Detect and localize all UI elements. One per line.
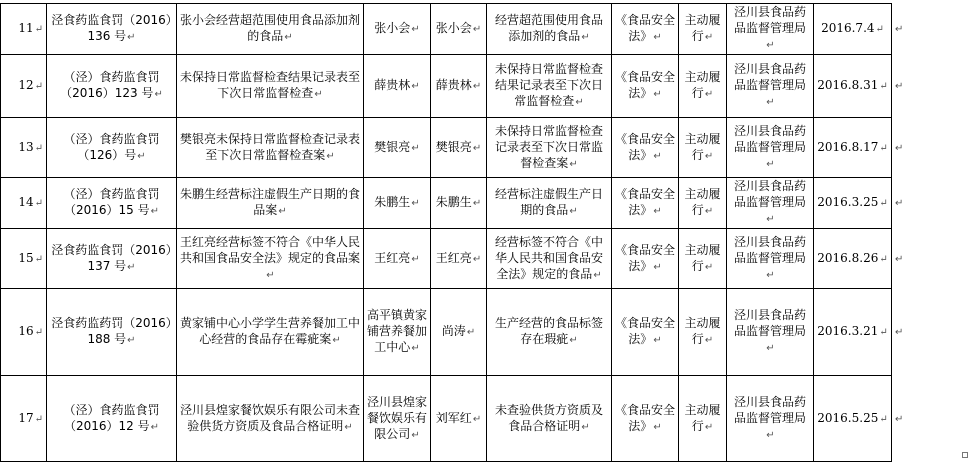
document-number: （泾）食药监食罚（2016）15 号 <box>63 187 160 217</box>
paragraph-mark: ↵ <box>766 343 775 354</box>
penalized-party-cell <box>364 178 431 229</box>
table-row <box>1 229 968 289</box>
penalty-date: 2016.8.26 <box>817 250 879 265</box>
paragraph-mark: ↵ <box>653 421 662 433</box>
row-end-mark-cell <box>892 376 968 462</box>
case-name: 张小会经营超范围使用食品添加剂的食品 <box>180 13 361 43</box>
paragraph-mark: ↵ <box>411 198 420 209</box>
penalty-date-cell <box>814 55 892 118</box>
penalized-party: 泾川县煌家餐饮娱乐有限公司 <box>367 394 428 441</box>
row-number-cell <box>1 376 47 462</box>
violation-fact: 未查验供货方资质及食品合格证明 <box>494 402 603 433</box>
legal-basis: 《食品安全法》 <box>615 70 676 100</box>
paragraph-mark: ↵ <box>34 253 43 265</box>
paragraph-mark: ↵ <box>704 89 714 100</box>
legal-basis-cell <box>612 55 679 118</box>
paragraph-mark: ↵ <box>704 150 714 162</box>
document-number: （泾）食药监食罚（2016）12 号 <box>63 402 160 433</box>
penalty-table <box>0 3 968 462</box>
table-row <box>1 55 968 118</box>
violation-fact: 经营标注虚假生产日期的食品 <box>494 187 603 217</box>
row-number-cell <box>1 178 47 229</box>
row-number: 15 <box>18 250 34 265</box>
violation-fact: 未保持日常监督检查记录表至下次日常监督检查案 <box>494 123 603 170</box>
paragraph-mark: ↵ <box>704 421 714 433</box>
paragraph-mark: ↵ <box>653 261 662 273</box>
execution-mode-cell <box>679 4 727 55</box>
paragraph-mark: ↵ <box>34 142 43 154</box>
violation-fact-cell <box>487 118 612 178</box>
case-name: 樊银亮未保持日常监督检查记录表至下次日常监督检查案 <box>180 131 361 162</box>
document-number-cell <box>47 229 177 289</box>
paragraph-mark: ↵ <box>411 429 420 441</box>
paragraph-mark: ↵ <box>411 24 420 35</box>
penalized-party: 张小会 <box>374 21 411 35</box>
penalty-authority-cell <box>727 118 814 178</box>
penalty-date-cell <box>814 376 892 462</box>
table-row <box>1 376 968 462</box>
row-number-cell <box>1 4 47 55</box>
case-name-cell <box>177 289 364 376</box>
table-row <box>1 4 968 55</box>
document-number-cell <box>47 178 177 229</box>
paragraph-mark: ↵ <box>704 206 714 217</box>
execution-mode: 主动履行 <box>684 131 721 162</box>
execution-mode: 主动履行 <box>684 70 721 100</box>
penalty-authority: 泾川县食品药品监督管理局 <box>733 308 806 338</box>
paragraph-mark: ↵ <box>472 81 482 92</box>
document-number: （泾）食药监食罚（2016）123 号 <box>60 70 160 100</box>
paragraph-mark: ↵ <box>34 24 43 35</box>
paragraph-mark: ↵ <box>879 198 888 209</box>
legal-representative-cell <box>431 4 487 55</box>
paragraph-mark: ↵ <box>472 413 482 425</box>
penalized-party-cell <box>364 118 431 178</box>
legal-basis: 《食品安全法》 <box>615 13 676 43</box>
execution-mode-cell <box>679 55 727 118</box>
row-number: 14 <box>18 195 34 209</box>
paragraph-mark: ↵ <box>879 81 888 92</box>
legal-representative-cell <box>431 376 487 462</box>
execution-mode: 主动履行 <box>684 187 721 217</box>
paragraph-mark: ↵ <box>879 327 888 338</box>
paragraph-mark: ↵ <box>472 198 482 209</box>
row-number-cell <box>1 289 47 376</box>
penalty-date: 2016.5.25 <box>817 410 879 425</box>
legal-basis-cell <box>612 376 679 462</box>
penalty-authority: 泾川县食品药品监督管理局 <box>733 234 806 265</box>
penalized-party: 高平镇黄家铺营养餐加工中心 <box>367 308 428 354</box>
paragraph-mark: ↵ <box>127 32 136 43</box>
paragraph-mark: ↵ <box>150 421 159 433</box>
row-end-mark: ↵ <box>895 413 904 425</box>
paragraph-mark: ↵ <box>344 421 353 433</box>
penalty-date-cell <box>814 178 892 229</box>
paragraph-mark: ↵ <box>411 142 420 154</box>
document-number-cell <box>47 376 177 462</box>
document-number: 泾食药监药罚（2016）188 号 <box>51 316 172 346</box>
violation-fact: 经营标签不符合《中华人民共和国食品安全法》规定的食品 <box>494 234 603 281</box>
paragraph-mark: ↵ <box>411 253 420 265</box>
legal-basis: 《食品安全法》 <box>615 131 676 162</box>
paragraph-mark: ↵ <box>154 89 163 100</box>
case-name: 黄家铺中心小学学生营养餐加工中心经营的食品存在霉疵案 <box>180 316 361 346</box>
row-end-mark: ↵ <box>895 81 904 92</box>
penalty-authority-cell <box>727 4 814 55</box>
execution-mode: 主动履行 <box>684 13 721 43</box>
execution-mode-cell <box>679 376 727 462</box>
paragraph-mark: ↵ <box>466 327 476 338</box>
paragraph-mark: ↵ <box>472 24 482 35</box>
penalty-authority-cell <box>727 55 814 118</box>
row-end-mark: ↵ <box>895 24 904 35</box>
execution-mode-cell <box>679 118 727 178</box>
table-body <box>1 4 968 462</box>
paragraph-mark: ↵ <box>411 343 420 354</box>
penalty-authority: 泾川县食品药品监督管理局 <box>733 123 806 154</box>
legal-representative-cell <box>431 229 487 289</box>
case-name: 未保持日常监督检查结果记录表至下次日常监督检查 <box>180 70 361 100</box>
document-number-cell <box>47 55 177 118</box>
penalized-party-cell <box>364 289 431 376</box>
execution-mode-cell <box>679 178 727 229</box>
paragraph-mark: ↵ <box>875 24 884 35</box>
penalty-date: 2016.3.21 <box>817 324 879 338</box>
penalty-authority-cell <box>727 289 814 376</box>
paragraph-mark: ↵ <box>581 32 590 43</box>
legal-representative: 张小会 <box>435 21 472 35</box>
row-end-mark: ↵ <box>895 253 904 265</box>
paragraph-mark: ↵ <box>653 32 662 43</box>
case-name-cell <box>177 376 364 462</box>
paragraph-mark: ↵ <box>34 81 43 92</box>
row-end-mark-cell <box>892 178 968 229</box>
row-end-mark: ↵ <box>895 327 904 338</box>
legal-representative: 薛贵林 <box>435 78 472 92</box>
paragraph-mark: ↵ <box>704 32 714 43</box>
legal-representative-cell <box>431 289 487 376</box>
penalty-authority: 泾川县食品药品监督管理局 <box>733 5 806 35</box>
document-number: （泾）食药监食罚（126）号 <box>63 131 160 162</box>
penalty-date-cell <box>814 118 892 178</box>
execution-mode-cell <box>679 289 727 376</box>
paragraph-mark: ↵ <box>284 32 293 43</box>
penalty-authority-cell <box>727 376 814 462</box>
penalty-date: 2016.8.17 <box>817 139 879 154</box>
legal-representative-cell <box>431 118 487 178</box>
row-end-mark-cell <box>892 55 968 118</box>
paragraph-mark: ↵ <box>879 142 888 154</box>
row-number: 17 <box>18 410 34 425</box>
paragraph-mark: ↵ <box>326 150 335 162</box>
penalty-date: 2016.3.25 <box>817 195 879 209</box>
paragraph-mark: ↵ <box>137 150 146 162</box>
paragraph-mark: ↵ <box>879 253 888 265</box>
violation-fact: 经营超范围使用食品添加剂的食品 <box>494 13 603 43</box>
paragraph-mark: ↵ <box>34 413 43 425</box>
row-number-cell <box>1 229 47 289</box>
penalized-party-cell <box>364 55 431 118</box>
violation-fact: 生产经营的食品标签存在瑕疵 <box>494 316 603 346</box>
execution-mode: 主动履行 <box>684 316 721 346</box>
paragraph-mark: ↵ <box>593 269 602 281</box>
row-number: 11 <box>18 21 34 35</box>
row-end-mark: ↵ <box>895 142 904 154</box>
paragraph-mark: ↵ <box>266 269 275 281</box>
row-number-cell <box>1 55 47 118</box>
row-number: 12 <box>18 78 34 92</box>
paragraph-mark: ↵ <box>704 261 714 273</box>
legal-basis: 《食品安全法》 <box>615 187 676 217</box>
violation-fact-cell <box>487 229 612 289</box>
legal-basis-cell <box>612 229 679 289</box>
table-row <box>1 178 968 229</box>
case-name: 朱鹏生经营标注虚假生产日期的食品案 <box>180 187 361 217</box>
penalized-party: 薛贵林 <box>374 78 411 92</box>
case-name-cell <box>177 229 364 289</box>
legal-basis-cell <box>612 4 679 55</box>
execution-mode-cell <box>679 229 727 289</box>
case-name-cell <box>177 4 364 55</box>
row-end-mark-cell <box>892 4 968 55</box>
paragraph-mark: ↵ <box>575 97 584 108</box>
violation-fact-cell <box>487 55 612 118</box>
violation-fact-cell <box>487 289 612 376</box>
penalty-date: 2016.8.31 <box>817 78 879 92</box>
paragraph-mark: ↵ <box>569 335 578 346</box>
paragraph-mark: ↵ <box>653 150 662 162</box>
case-name-cell <box>177 55 364 118</box>
penalty-date-cell <box>814 4 892 55</box>
penalized-party: 樊银亮 <box>374 139 411 154</box>
penalty-authority: 泾川县食品药品监督管理局 <box>733 394 806 425</box>
paragraph-mark: ↵ <box>653 206 662 217</box>
document-number-cell <box>47 289 177 376</box>
paragraph-mark: ↵ <box>34 327 43 338</box>
penalty-authority: 泾川县食品药品监督管理局 <box>733 179 806 209</box>
penalty-date-cell <box>814 289 892 376</box>
paragraph-mark: ↵ <box>278 206 287 217</box>
legal-representative: 朱鹏生 <box>435 195 472 209</box>
paragraph-mark: ↵ <box>569 206 578 217</box>
paragraph-mark: ↵ <box>766 269 775 281</box>
paragraph-mark: ↵ <box>127 261 136 273</box>
violation-fact-cell <box>487 178 612 229</box>
paragraph-mark: ↵ <box>472 142 482 154</box>
paragraph-mark: ↵ <box>653 335 662 346</box>
penalized-party: 王红亮 <box>374 250 411 265</box>
violation-fact-cell <box>487 4 612 55</box>
legal-basis-cell <box>612 289 679 376</box>
penalized-party-cell <box>364 376 431 462</box>
case-name: 泾川县煌家餐饮娱乐有限公司未查验供货方资质及食品合格证明 <box>180 402 361 433</box>
paragraph-mark: ↵ <box>766 40 775 51</box>
violation-fact-cell <box>487 376 612 462</box>
penalty-authority-cell <box>727 178 814 229</box>
paragraph-mark: ↵ <box>581 421 590 433</box>
legal-basis-cell <box>612 118 679 178</box>
legal-basis-cell <box>612 178 679 229</box>
row-end-mark-cell <box>892 118 968 178</box>
paragraph-mark: ↵ <box>569 158 578 170</box>
legal-representative: 王红亮 <box>435 250 472 265</box>
penalty-date-cell <box>814 229 892 289</box>
legal-representative-cell <box>431 55 487 118</box>
penalty-authority-cell <box>727 229 814 289</box>
row-number: 16 <box>18 324 34 338</box>
paragraph-mark: ↵ <box>332 335 341 346</box>
paragraph-mark: ↵ <box>127 335 136 346</box>
penalized-party: 朱鹏生 <box>374 195 411 209</box>
paragraph-mark: ↵ <box>314 89 323 100</box>
paragraph-mark: ↵ <box>653 89 662 100</box>
penalized-party-cell <box>364 4 431 55</box>
legal-basis: 《食品安全法》 <box>615 316 676 346</box>
case-name-cell <box>177 118 364 178</box>
table-row <box>1 118 968 178</box>
paragraph-mark: ↵ <box>766 214 775 225</box>
paragraph-mark: ↵ <box>704 335 714 346</box>
paragraph-mark: ↵ <box>34 198 43 209</box>
legal-representative: 刘军红 <box>435 410 472 425</box>
row-end-mark-cell <box>892 229 968 289</box>
penalty-authority: 泾川县食品药品监督管理局 <box>733 62 806 92</box>
row-end-mark-cell <box>892 289 968 376</box>
case-name: 王红亮经营标签不符合《中华人民共和国食品安全法》规定的食品案 <box>180 234 361 265</box>
paragraph-mark: ↵ <box>766 158 775 170</box>
paragraph-mark: ↵ <box>150 206 159 217</box>
paragraph-mark: ↵ <box>766 97 775 108</box>
paragraph-mark: ↵ <box>766 429 775 441</box>
legal-representative: 樊银亮 <box>435 139 472 154</box>
document-number-cell <box>47 118 177 178</box>
row-end-mark: ↵ <box>895 198 904 209</box>
table-row <box>1 289 968 376</box>
execution-mode: 主动履行 <box>684 402 721 433</box>
paragraph-mark: ↵ <box>879 413 888 425</box>
paragraph-mark: ↵ <box>411 81 420 92</box>
penalized-party-cell <box>364 229 431 289</box>
penalty-date: 2016.7.4 <box>821 21 875 35</box>
legal-representative-cell <box>431 178 487 229</box>
table-end-handle[interactable] <box>962 452 968 458</box>
legal-basis: 《食品安全法》 <box>615 402 676 433</box>
row-number-cell <box>1 118 47 178</box>
legal-basis: 《食品安全法》 <box>615 242 676 273</box>
document-number: 泾食药监食罚（2016）137 号 <box>51 242 172 273</box>
paragraph-mark: ↵ <box>472 253 482 265</box>
legal-representative: 尚涛 <box>441 324 466 338</box>
case-name-cell <box>177 178 364 229</box>
document-number-cell <box>47 4 177 55</box>
execution-mode: 主动履行 <box>684 242 721 273</box>
violation-fact: 未保持日常监督检查结果记录表至下次日常监督检查 <box>494 62 603 108</box>
document-number: 泾食药监食罚（2016）136 号 <box>51 13 172 43</box>
row-number: 13 <box>18 139 34 154</box>
